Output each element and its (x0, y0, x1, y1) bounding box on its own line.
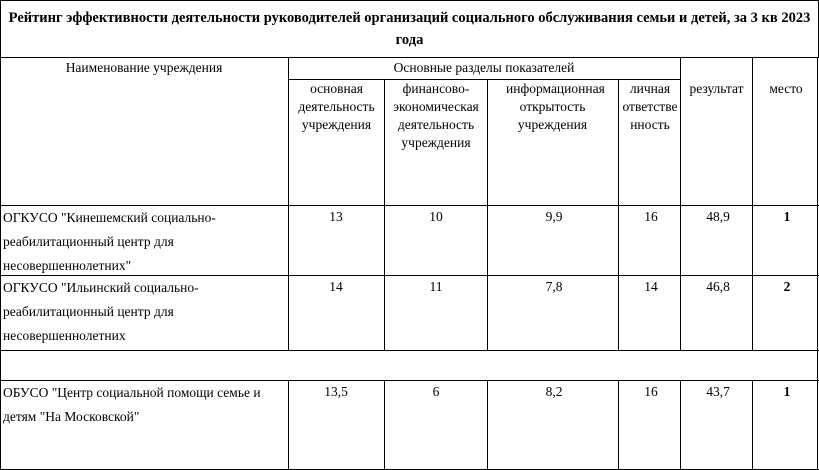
header-personal-responsibility: личная ответственность (622, 81, 678, 132)
gridline (0, 275, 819, 276)
header-indicator-group: Основные разделы показателей (393, 60, 575, 75)
cell-place: 2 (783, 279, 791, 294)
cell-personal-responsibility: 16 (644, 384, 658, 399)
table-row-institution: ОГКУСО "Ильинский социально-реабилитационный центр для несовершеннолетних (3, 280, 199, 343)
header-institution: Наименование учреждения (65, 60, 223, 75)
gridline (680, 380, 681, 470)
cell-info-openness: 9,9 (545, 209, 563, 224)
cell-place: 1 (783, 384, 791, 399)
gridline (752, 380, 753, 470)
cell-result: 48,9 (706, 209, 730, 224)
table-row-institution: ОГКУСО "Кинешемский социально-реабилитационный центр для несовершеннолетних" (3, 210, 216, 273)
gridline (680, 57, 681, 350)
cell-info-openness: 8,2 (545, 384, 563, 399)
cell-personal-responsibility: 14 (644, 279, 658, 294)
cell-finance-activity: 11 (429, 279, 443, 294)
gridline (384, 380, 385, 470)
gridline (0, 350, 819, 351)
table-row-institution: ОБУСО "Центр социальной помощи семье и детям "На Московской" (3, 385, 261, 424)
header-finance-activity: финансово-экономическая деятельность учреждения (393, 81, 479, 150)
gridline (288, 79, 681, 80)
cell-finance-activity: 10 (429, 209, 443, 224)
table-title: Рейтинг эффективности деятельности руководителей организаций социального обслуживания семьи и детей, за 3 кв 2023 года (8, 10, 811, 48)
gridline (0, 0, 819, 1)
cell-result: 46,8 (706, 279, 730, 294)
gridline (0, 380, 819, 381)
gridline (0, 0, 1, 470)
gridline (487, 79, 488, 350)
gridline (0, 57, 819, 58)
header-info-openness: информационная открытость учреждения (506, 81, 605, 132)
cell-result: 43,7 (706, 384, 730, 399)
cell-main-activity: 13 (329, 209, 343, 224)
gridline (0, 205, 819, 206)
gridline (817, 57, 818, 470)
cell-main-activity: 14 (329, 279, 343, 294)
header-place: место (769, 81, 803, 96)
header-result: результат (689, 81, 744, 96)
cell-finance-activity: 6 (432, 384, 440, 399)
gridline (288, 380, 289, 470)
cell-personal-responsibility: 16 (644, 209, 658, 224)
gridline (384, 79, 385, 350)
gridline (487, 380, 488, 470)
cell-main-activity: 13,5 (324, 384, 348, 399)
cell-info-openness: 7,8 (545, 279, 563, 294)
gridline (618, 79, 619, 350)
header-main-activity: основная деятельность учреждения (298, 81, 375, 132)
gridline (618, 380, 619, 470)
cell-place: 1 (783, 209, 791, 224)
gridline (752, 57, 753, 350)
gridline (288, 57, 289, 350)
